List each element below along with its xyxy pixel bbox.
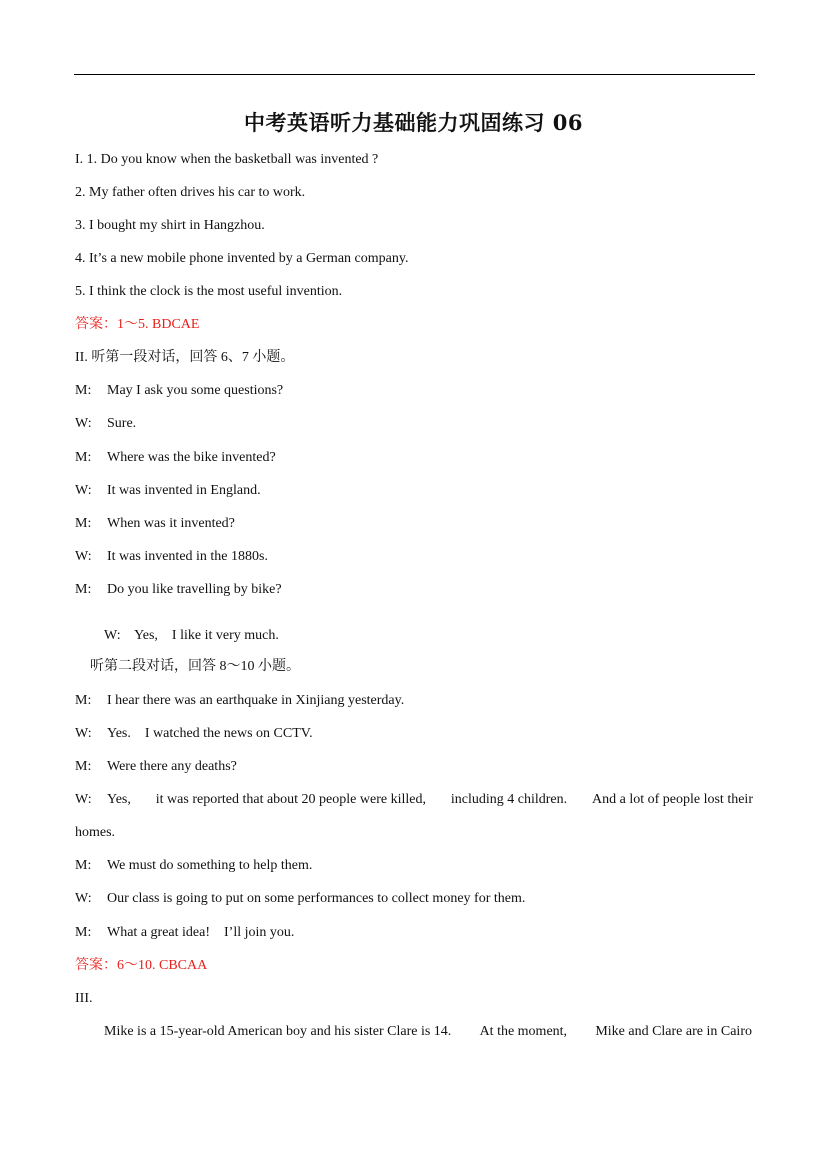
dialog-text: I hear there was an earthquake in Xinjiang yesterday. xyxy=(107,693,405,708)
paragraph-text: Mike is a 15-year-old American boy and his sister Clare is 14. xyxy=(104,1024,452,1039)
dialog-line xyxy=(75,581,282,599)
paragraph-text: At the moment, xyxy=(479,1024,568,1039)
section-heading: III. xyxy=(75,991,93,1006)
dialog-text: Yes. I watched the news on CCTV. xyxy=(107,726,313,741)
question-line: I. 1. Do you know when the basketball was invented ? xyxy=(75,152,379,167)
dialog-continuation: homes. xyxy=(75,825,116,840)
dialog-line xyxy=(75,725,313,743)
dialog-text: Our class is going to put on some performances to collect money for them. xyxy=(107,891,526,906)
dialog-line xyxy=(75,449,276,467)
speaker-label: M: xyxy=(75,693,92,708)
question-line: 4. It’s a new mobile phone invented by a German company. xyxy=(75,251,409,266)
speaker-label: W: xyxy=(75,792,92,807)
dialog-line xyxy=(75,758,237,776)
speaker-label: M: xyxy=(75,858,92,873)
speaker-label: W: xyxy=(75,483,92,498)
speaker-label: M: xyxy=(75,759,92,774)
dialog-text: Were there any deaths? xyxy=(107,759,237,774)
dialog-line xyxy=(75,382,283,400)
question-line: 2. My father often drives his car to work. xyxy=(75,185,306,200)
dialog-line xyxy=(75,415,136,433)
dialog-text: Where was the bike invented? xyxy=(107,450,276,465)
dialog-text: When was it invented? xyxy=(107,516,235,531)
speaker-label: W: xyxy=(75,891,92,906)
dialog-line xyxy=(75,515,235,533)
question-line: 5. I think the clock is the most useful invention. xyxy=(75,284,343,299)
speaker-label: M: xyxy=(75,582,92,597)
dialog-text: May I ask you some questions? xyxy=(107,383,284,398)
dialog-text: What a great idea! I’ll join you. xyxy=(107,925,295,940)
speaker-label: W: xyxy=(75,726,92,741)
paragraph-text: Mike and Clare are in Cairo xyxy=(595,1024,752,1039)
paragraph-line xyxy=(104,1023,752,1041)
dialog-text: It was invented in England. xyxy=(107,483,261,498)
dialog-line xyxy=(75,791,753,809)
page-title: 中考英语听力基础能力巩固练习 06 xyxy=(243,110,584,135)
dialog-text: We must do something to help them. xyxy=(107,858,313,873)
dialog-text: it was reported that about 20 people were killed, xyxy=(155,792,426,807)
section-heading: II. 听第一段对话，回答 6、7 小题。 xyxy=(75,350,295,365)
speaker-label: M: xyxy=(75,516,92,531)
answer-line: 答案：1～5. BDCAE xyxy=(75,317,200,332)
speaker-label: M: xyxy=(75,383,92,398)
dialog-line xyxy=(75,857,312,875)
speaker-label: M: xyxy=(75,450,92,465)
dialog-text: Yes, xyxy=(107,792,131,807)
dialog-line xyxy=(75,482,261,500)
dialog-line xyxy=(75,890,525,908)
dialog-line xyxy=(75,548,268,566)
question-line: 3. I bought my shirt in Hangzhou. xyxy=(75,218,265,233)
dialog-line xyxy=(75,924,294,942)
answer-line: 答案：6～10. CBCAA xyxy=(75,958,208,973)
dialog-line xyxy=(75,692,404,710)
dialog-text: Do you like travelling by bike? xyxy=(107,582,282,597)
dialog-text: including 4 children. xyxy=(450,792,568,807)
speaker-label: M: xyxy=(75,925,92,940)
dialog-text: Sure. xyxy=(107,416,137,431)
dialog-text: And a lot of people lost their xyxy=(592,792,753,807)
dialog-text: It was invented in the 1880s. xyxy=(107,549,268,564)
header-rule xyxy=(74,74,755,75)
speaker-label: W: xyxy=(75,549,92,564)
dialog-line: W: Yes, I like it very much. xyxy=(104,628,279,643)
section-heading: 听第二段对话，回答 8～10 小题。 xyxy=(90,659,300,674)
speaker-label: W: xyxy=(75,416,92,431)
